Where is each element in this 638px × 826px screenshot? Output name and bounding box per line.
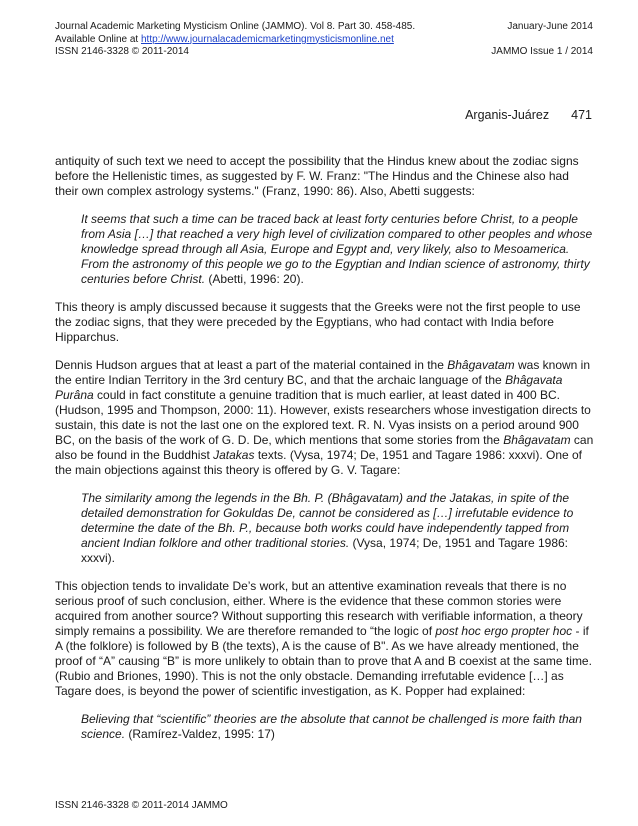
page-number: 471 [571, 108, 592, 122]
text-run: - if A (the folklore) is followed by B (the texts), A is the cause of B". As we have already mentioned, the proof of “A” causing “B” is more unlikely to obtain than to prove that A and B coexist at the same time. (Rubio and Briones, 1990). This is not the only obstacle. Demanding irrefutable evidence […] as Tagare does, is beyond the power of scientific investigation, as K. Popper had explained: [55, 624, 592, 698]
title-bhagavatam: Bhâgavatam [503, 433, 571, 447]
block-quote-2 [81, 491, 595, 566]
title-jatakas: Jatakas [213, 448, 255, 462]
header-issn: ISSN 2146-3328 © 2011-2014 [55, 46, 189, 57]
quote-text: Believing that “scientific” theories are the absolute that cannot be challenged is more faith than science. [81, 712, 582, 741]
paragraph-4 [55, 579, 595, 699]
header-row-1 [55, 21, 593, 34]
quote-text: It seems that such a time can be traced back at least forty centuries before Christ, to a people from Asia […] that reached a very high level of civilization compared to other peoples and whose knowledge spread through all Asia, Europe and Egypt and, very likely, also to Mesoamerica. From the astronomy of this people we go to the Egyptian and Indian science of astronomy, thirty centuries before Christ. [81, 212, 593, 286]
text-run: could in fact constitute a genuine tradition that is much earlier, at least dated in 400 BC. (Hudson, 1995 and Thompson, 2000: 11). However, exists researchers whose investigation directs to sustain, this date is not the last one on the explored text. R. N. Vyas insists on a period around 900 BC, on the basis of the work of G. D. De, which mentions that some stories from the [55, 388, 591, 447]
journal-citation: Journal Academic Marketing Mysticism Online (JAMMO). Vol 8. Part 30. 458-485. [55, 21, 416, 32]
paragraph-1: antiquity of such text we need to accept the possibility that the Hindus knew about the zodiac signs before the Hellenistic times, as suggested by F. W. Franz: "The Hindus and the Chinese also had their own complex astrology systems." (Franz, 1990: 86). Also, Abetti suggests: [55, 154, 579, 198]
quote-citation: (Abetti, 1996: 20). [205, 272, 304, 286]
journal-url-link[interactable]: http://www.journalacademicmarketingmysticismonline.net [140, 33, 394, 45]
latin-phrase: post hoc ergo propter hoc [435, 624, 573, 638]
issue-label: JAMMO Issue 1 / 2014 [491, 46, 593, 57]
text-run: Dennis Hudson argues that at least a part of the material contained in the [55, 358, 448, 372]
quote-text: The similarity among the legends in the Bh. P. (Bhâgavatam) and the Jatakas, in spite of the detailed demonstration for Gokuldas De, cannot be considered as […] irrefutable evidence to determine the date of the Bh. P., because both works could have independently tapped from ancient Indian folklore and other traditional stories. [81, 491, 574, 550]
text-run: can also be found in the Buddhist [55, 433, 594, 462]
page-footer: ISSN 2146-3328 © 2011-2014 JAMMO [55, 800, 228, 811]
text-run: was known in the entire Indian Territory in the 3rd century BC, and that the archaic language of the [55, 358, 591, 387]
title-bhagavatam: Bhâgavatam [447, 358, 515, 372]
header-row-3 [55, 46, 593, 59]
paragraph-3 [55, 358, 595, 478]
text-run: This objection tends to invalidate De’s work, but an attentive examination reveals that there is no serious proof of such conclusion, either. Where is the evidence that these common stories were acquired from another source? Without supporting this research with verifiable information, a theory simply remains a possibility. We are therefore remanded to “the logic of [55, 579, 583, 638]
running-head [0, 108, 592, 122]
paragraph-2: This theory is amply discussed because it suggests that the Greeks were not the first people to use the zodiac signs, that they were preceded by the Egyptians, who had contact with India before Hipparchus. [55, 300, 581, 344]
text-run: texts. (Vysa, 1974; De, 1951 and Tagare 1986: xxxvi). One of the main objections against this theory is offered by G. V. Tagare: [55, 448, 583, 477]
page-header [55, 21, 593, 59]
issue-date: January-June 2014 [507, 21, 593, 32]
block-quote-1 [81, 212, 595, 287]
quote-citation: (Ramírez-Valdez, 1995: 17) [125, 727, 275, 741]
quote-citation: (Vysa, 1974; De, 1951 and Tagare 1986: xxxvi). [81, 536, 568, 565]
title-bhagavata-purana: Bhâgavata Purâna [55, 373, 563, 402]
available-label: Available Online at [55, 33, 141, 45]
article-body [55, 154, 595, 755]
block-quote-3 [81, 712, 595, 742]
header-row-2 [55, 34, 593, 47]
availability-line [55, 34, 394, 47]
author-name: Arganis-Juárez [465, 108, 550, 122]
